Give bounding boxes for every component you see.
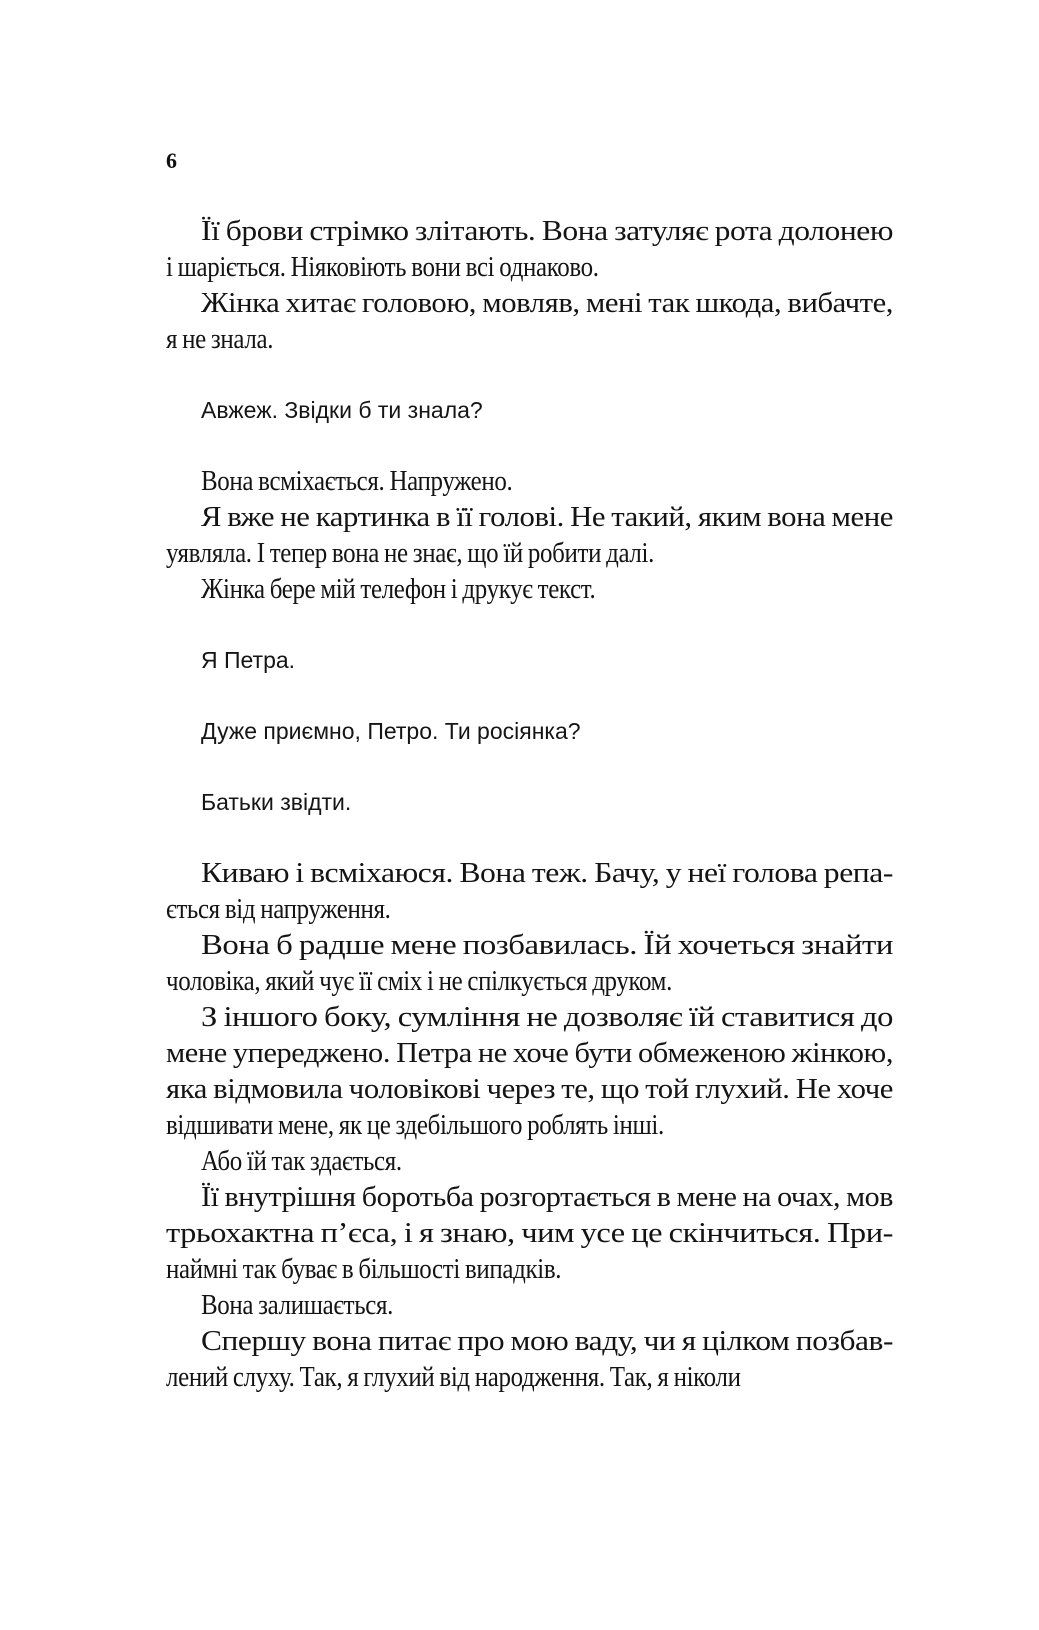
text-line: мене упереджено. Петра не хоче бути обмеженою жінкою,: [166, 1037, 893, 1069]
text-line: Вона б радше мене позбавилась. Їй хочеться знайти: [201, 929, 893, 961]
paragraph: [166, 213, 893, 285]
page-number: 6: [166, 148, 177, 173]
paragraph: [166, 285, 893, 357]
text-line: уявляла. І тепер вона не знає, що їй робити далі.: [166, 537, 654, 569]
paragraph: [166, 499, 893, 571]
paragraph: [166, 1179, 893, 1287]
paragraph: [166, 855, 893, 927]
text-line: ється від напруження.: [166, 893, 391, 925]
text-line: наймні так буває в більшості випадків.: [166, 1253, 562, 1285]
text-message: Батьки звідти.: [201, 789, 352, 815]
text-line: Вона залишається.: [201, 1289, 394, 1321]
text-line: і шаріється. Ніяковіють вони всі однаково.: [166, 251, 599, 283]
paragraph: [166, 571, 893, 607]
text-line: Її внутрішня боротьба розгортається в мене на очах, мов: [201, 1181, 893, 1213]
text-line: Киваю і всміхаюся. Вона теж. Бачу, у неї голова репа-: [201, 857, 894, 889]
text-line: трьохактна п’єса, і я знаю, чим усе це скінчиться. При-: [166, 1217, 893, 1249]
text-line: З іншого боку, сумління не дозволяє їй ставитися до: [201, 1001, 893, 1033]
text-message: Авжеж. Звідки б ти знала?: [201, 397, 483, 423]
text-line: Її брови стрімко злітають. Вона затуляє рота долонею: [201, 215, 893, 247]
paragraph: [166, 463, 893, 499]
text-line: я не знала.: [166, 323, 274, 355]
text-line: лений слуху. Так, я глухий від народження. Так, я ніколи: [166, 1361, 741, 1393]
paragraph: [166, 927, 893, 999]
text-line: чоловіка, який чує її сміх і не спілкується друком.: [166, 965, 672, 997]
paragraph: [166, 1323, 893, 1395]
paragraph: [166, 1287, 893, 1323]
text-line: Спершу вона питає про мою ваду, чи я цілком позбав-: [201, 1325, 893, 1357]
text-message: Дуже приємно, Петро. Ти росіянка?: [201, 718, 581, 744]
text-line: відшивати мене, як це здебільшого роблять інші.: [166, 1109, 664, 1141]
text-line: Жінка бере мій телефон і друкує текст.: [201, 573, 596, 605]
paragraph: [166, 1143, 893, 1179]
text-line: Вона всміхається. Напружено.: [201, 465, 513, 497]
page-body: [166, 213, 893, 1395]
text-line: Жінка хитає головою, мовляв, мені так шкода, вибачте,: [201, 287, 894, 319]
text-message: Я Петра.: [201, 647, 296, 673]
text-line: Я вже не картинка в її голові. Не такий, яким вона мене: [201, 501, 893, 533]
paragraph: [166, 999, 893, 1143]
text-line: яка відмовила чоловікові через те, що той глухий. Не хоче: [166, 1073, 893, 1105]
text-line: Або їй так здається.: [201, 1145, 402, 1177]
